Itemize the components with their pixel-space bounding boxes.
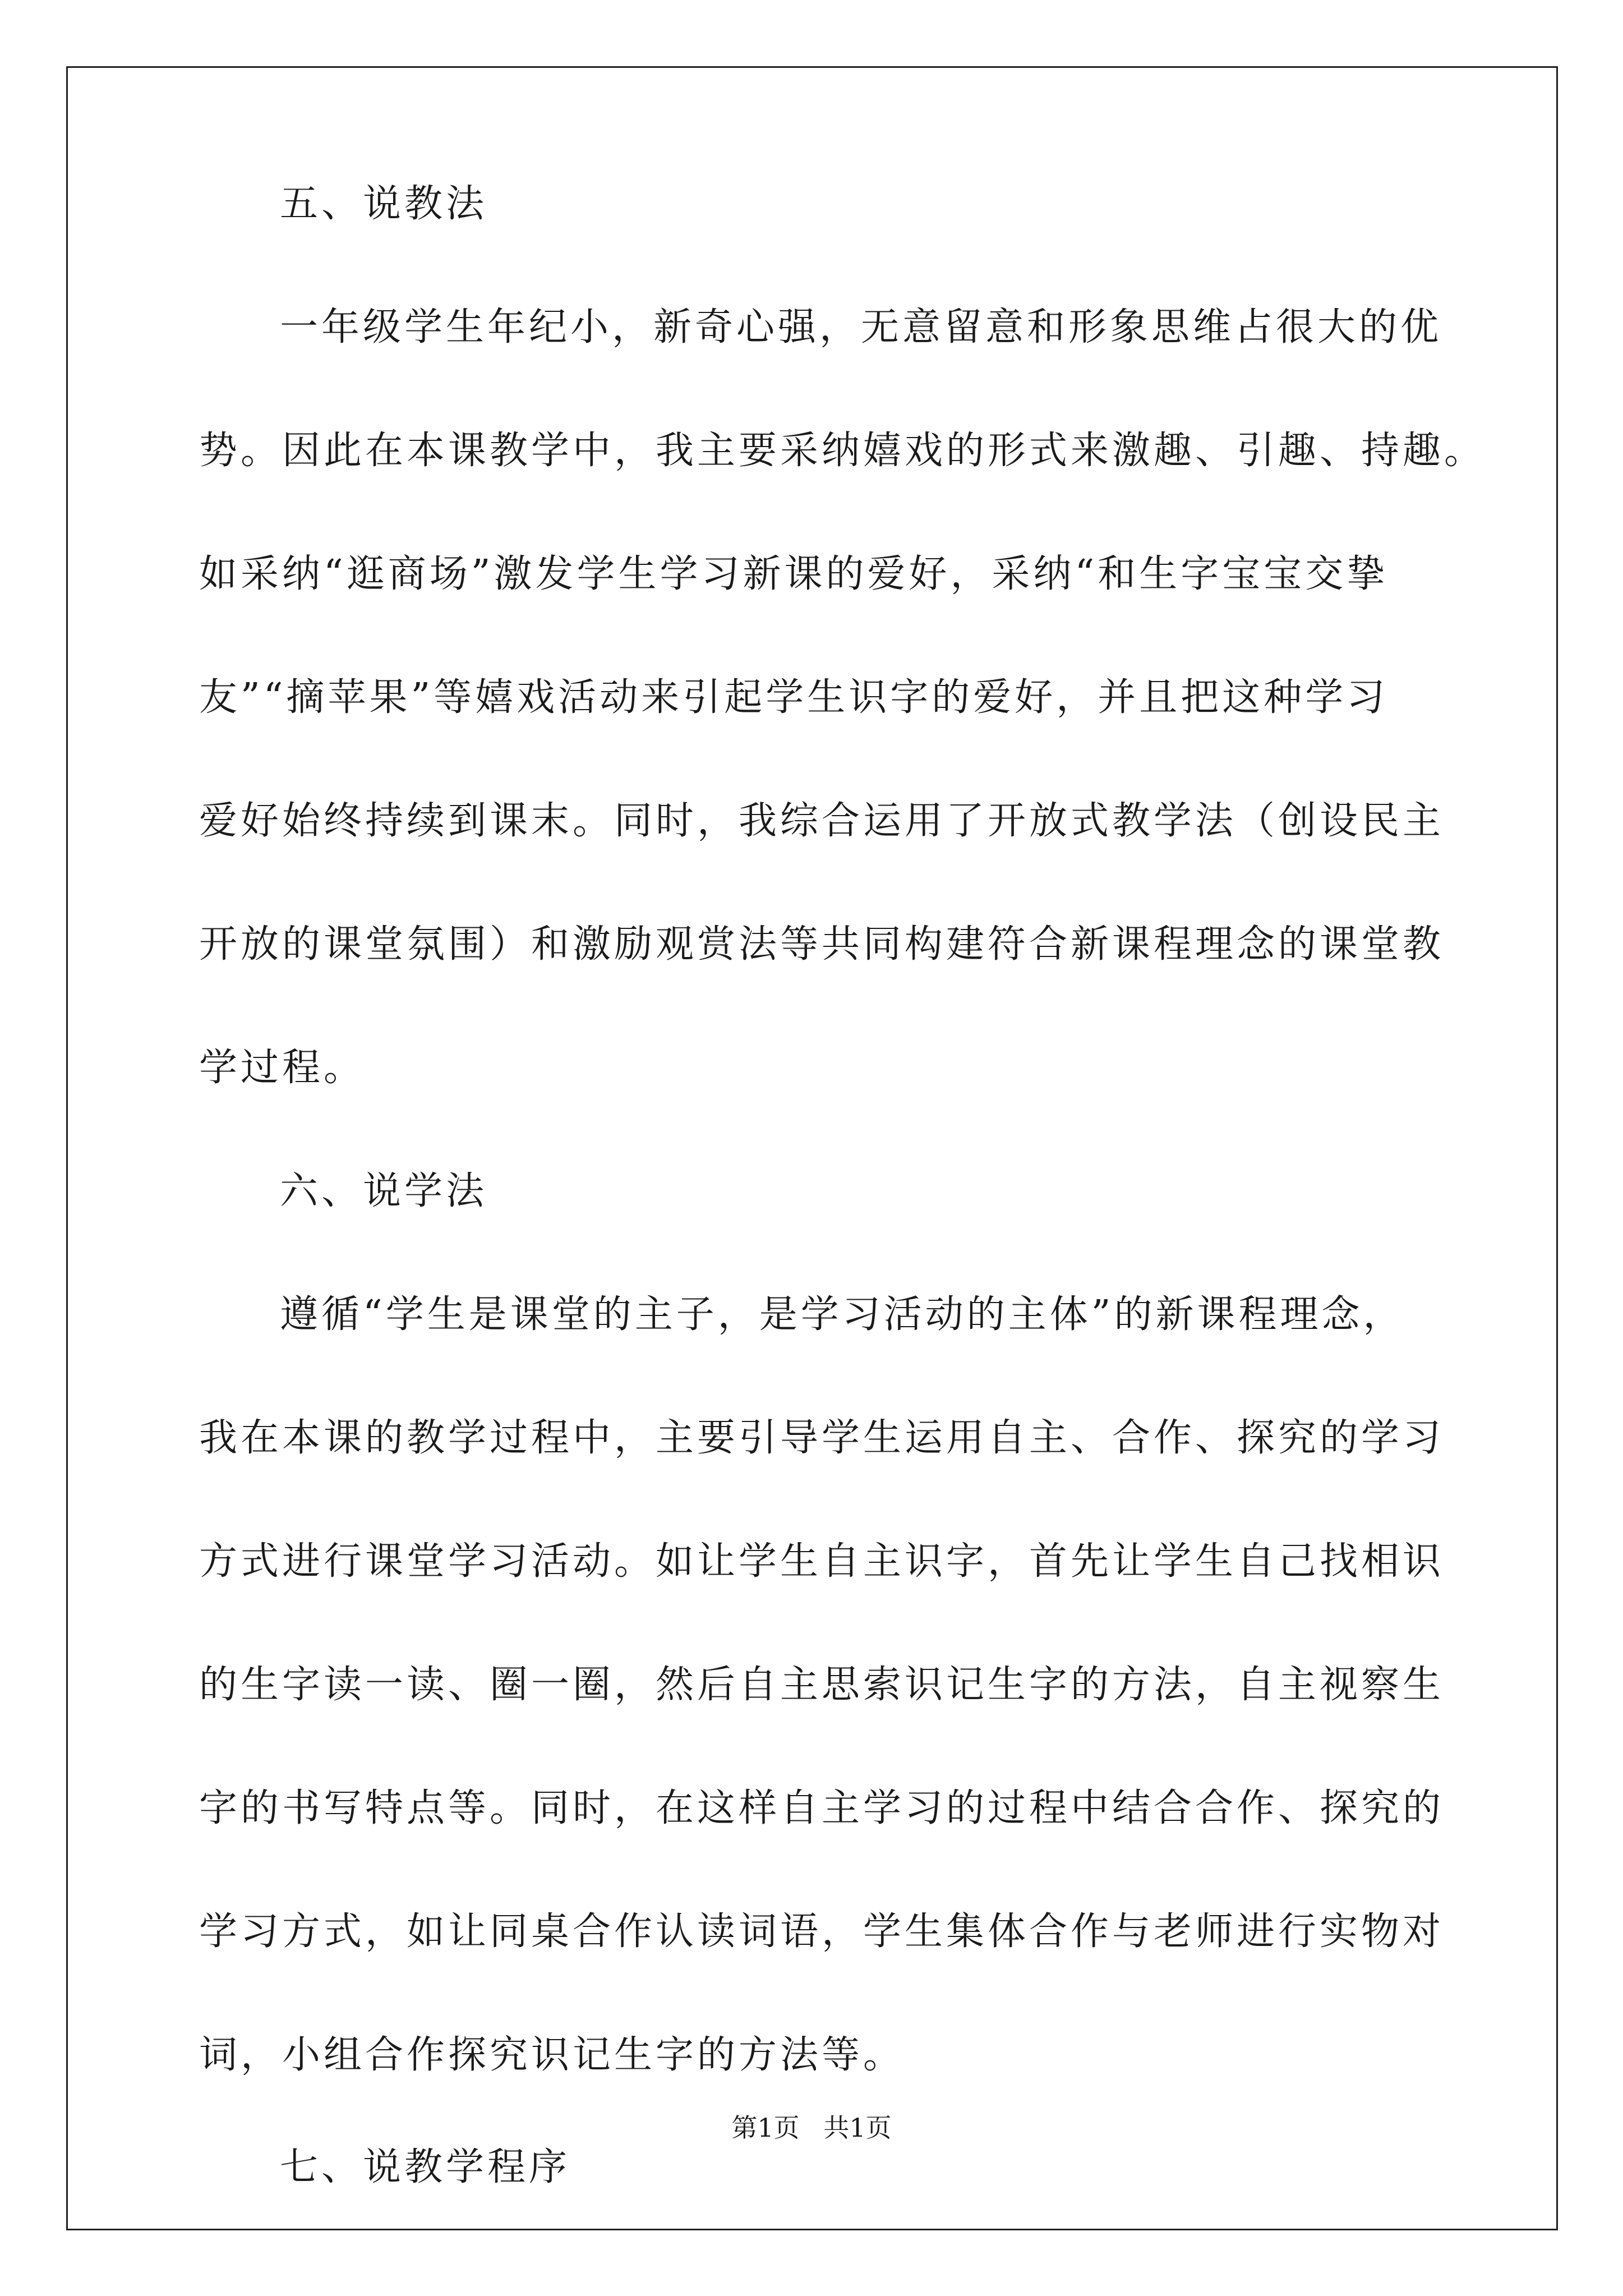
page-footer xyxy=(0,2115,1623,2141)
text-line: 势。因此在本课教学中，我主要采纳嬉戏的形式来激趣、引趣、持趣。 xyxy=(199,429,1486,473)
heading-teaching-procedure: 七、说教学程序 xyxy=(280,2145,571,2189)
text-line: 爱好始终持续到课末。同时，我综合运用了开放式教学法（创设民主 xyxy=(199,799,1445,843)
text-line: 学习方式，如让同桌合作认读词语，学生集体合作与老师进行实物对 xyxy=(199,1910,1445,1954)
text-line: 友”“摘苹果”等嬉戏活动来引起学生识字的爱好，并且把这种学习 xyxy=(199,675,1389,720)
text-line: 开放的课堂氛围）和激励观赏法等共同构建符合新课程理念的课堂教 xyxy=(199,922,1445,967)
text-line: 的生字读一读、圈一圈，然后自主思索识记生字的方法，自主视察生 xyxy=(199,1663,1445,1707)
text-line: 如采纳“逛商场”激发学生学习新课的爱好，采纳“和生字宝宝交挚 xyxy=(199,552,1389,596)
text-line: 学过程。 xyxy=(199,1046,366,1090)
heading-teaching-method: 五、说教法 xyxy=(280,182,488,226)
text-line: 我在本课的教学过程中，主要引导学生运用自主、合作、探究的学习 xyxy=(199,1416,1445,1460)
page-number: 第1页 xyxy=(731,2113,800,2143)
text-line: 词，小组合作探究识记生字的方法等。 xyxy=(199,2033,905,2077)
heading-learning-method: 六、说学法 xyxy=(280,1169,488,1213)
text-line: 字的书写特点等。同时，在这样自主学习的过程中结合合作、探究的 xyxy=(199,1786,1445,1830)
text-line: 方式进行课堂学习活动。如让学生自主识字，首先让学生自己找相识 xyxy=(199,1539,1445,1584)
text-line: 一年级学生年纪小，新奇心强，无意留意和形象思维占很大的优 xyxy=(280,305,1442,349)
page-border xyxy=(66,66,1558,2230)
page-total: 共1页 xyxy=(823,2113,892,2143)
text-line: 遵循“学生是课堂的主子，是学习活动的主体”的新课程理念， xyxy=(280,1292,1405,1337)
